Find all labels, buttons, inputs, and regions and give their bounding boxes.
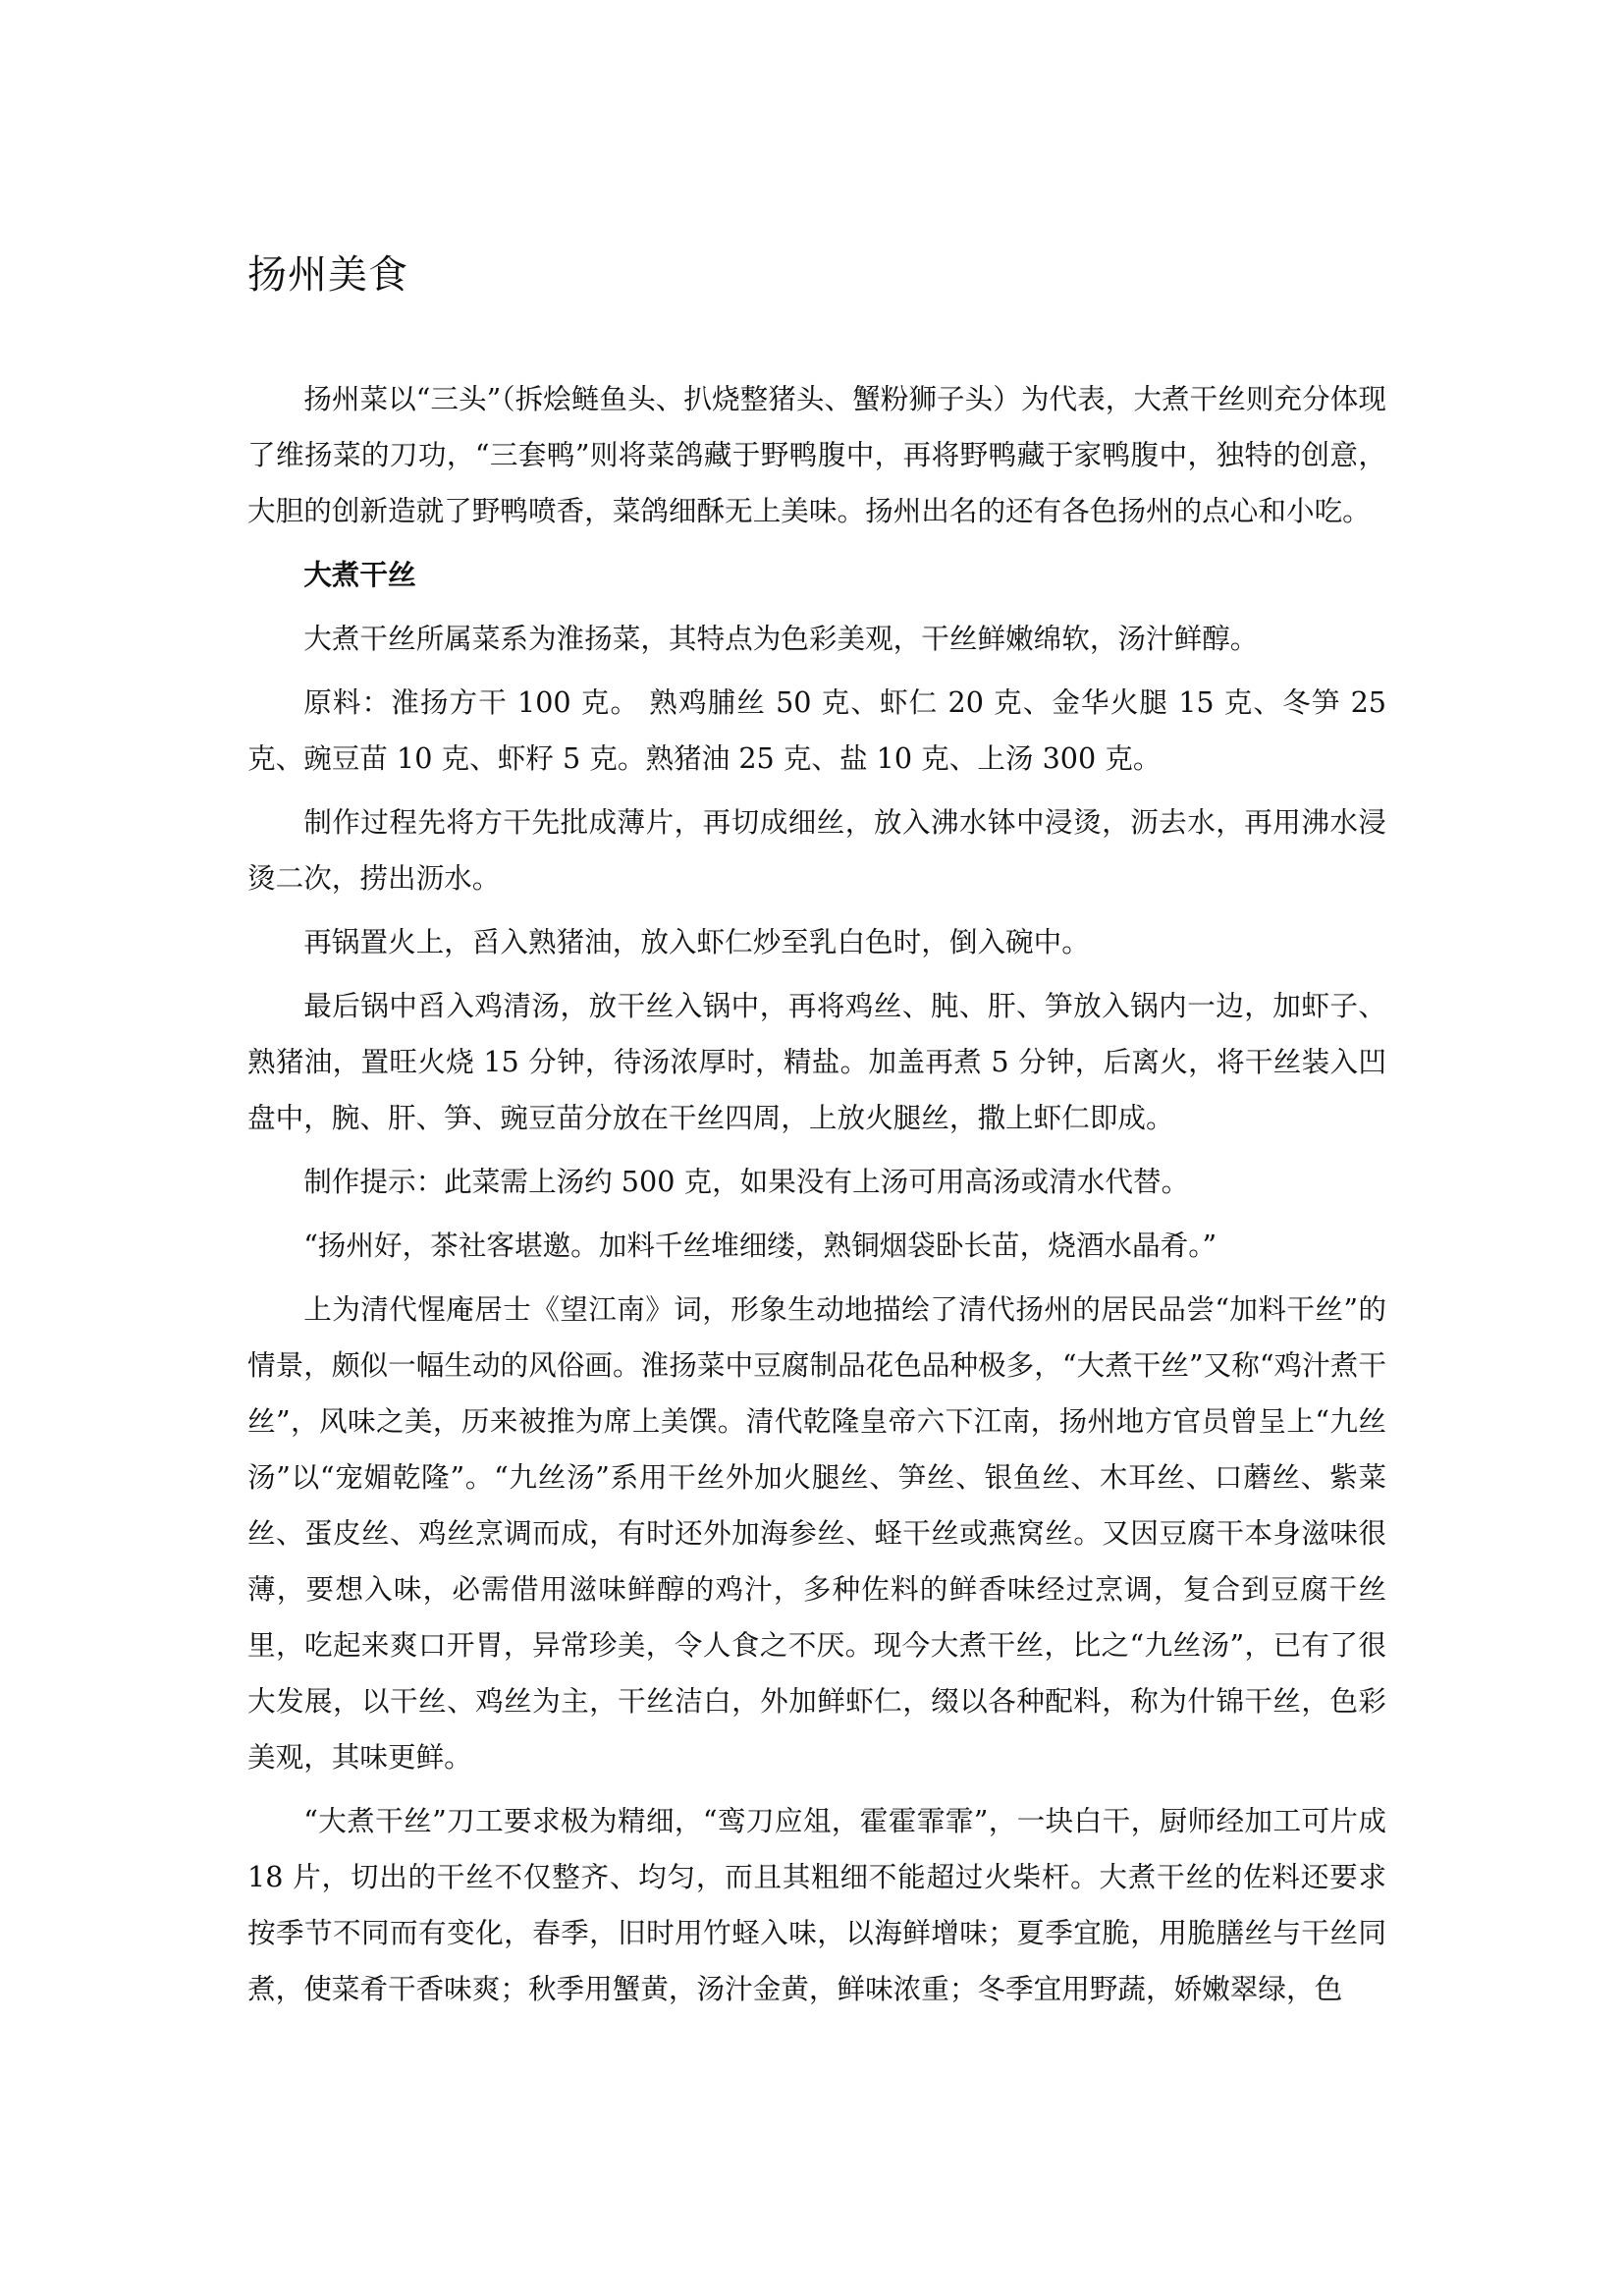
poem-quote: “扬州好，茶社客堪邀。加料千丝堆细缕，熟铜烟袋卧长苗，烧酒水晶肴。” (303, 1229, 1217, 1262)
ingredients-paragraph: 原料：淮扬方干 100 克。 熟鸡脯丝 50 克、虾仁 20 克、金华火腿 15 克、冬笋 25 克、豌豆苗 10 克、虾籽 5 克。熟猪油 25 克、盐 10 克、上汤 300 克。 (247, 685, 1386, 775)
body-paragraph: 再锅置火上，舀入熟猪油，放入虾仁炒至乳白色时，倒入碗中。 (303, 925, 1090, 958)
body-paragraph: 大煮干丝所属菜系为淮扬菜，其特点为色彩美观，干丝鲜嫩绵软，汤汁鲜醇。 (303, 622, 1259, 655)
intro-paragraph: 扬州菜以“三头”（拆烩鲢鱼头、扒烧整猪头、蟹粉狮子头）为代表，大煮干丝则充分体现了维扬菜的刀功，“三套鸭”则将菜鸽藏于野鸭腹中，再将野鸭藏于家鸭腹中，独特的创意，大胆的创新造就了野鸭喷香，菜鸽细酥无上美味。扬州出名的还有各色扬州的点心和小吃。 (247, 382, 1386, 527)
section-title: 大煮干丝 (303, 558, 416, 591)
body-paragraph: 最后锅中舀入鸡清汤，放干丝入锅中，再将鸡丝、肫、肝、笋放入锅内一边，加虾子、熟猪油，置旺火烧 15 分钟，待汤浓厚时，精盐。加盖再煮 5 分钟，后离火，将干丝装入凹盘中，腕、肝、笋、豌豆苗分放在干丝四周，上放火腿丝，撒上虾仁即成。 (247, 989, 1386, 1134)
page-title: 扬州美食 (247, 252, 408, 298)
tip-paragraph: 制作提示：此菜需上汤约 500 克，如果没有上汤可用高汤或清水代替。 (303, 1165, 1190, 1198)
body-paragraph: 制作过程先将方干先批成薄片，再切成细丝，放入沸水钵中浸烫，沥去水，再用沸水浸烫二次，捞出沥水。 (247, 805, 1386, 895)
body-paragraph: “大煮干丝”刀工要求极为精细，“鸾刀应俎，霍霍霏霏”，一块白干，厨师经加工可片成 18 片，切出的干丝不仅整齐、均匀，而且其粗细不能超过火柴杆。大煮干丝的佐料还要求按季节不同而有变化，春季，旧时用竹蛏入味，以海鲜增味；夏季宜脆，用脆膳丝与干丝同煮，使菜肴干香味爽；秋季用蟹黄，汤汁金黄，鲜味浓重；冬季宜用野蔬，娇嫩翠绿，色 (247, 1804, 1386, 2005)
document-page (247, 247, 1386, 2025)
body-paragraph: 上为清代惺庵居士《望江南》词，形象生动地描绘了清代扬州的居民品尝“加料干丝”的情景，颇似一幅生动的风俗画。淮扬菜中豆腐制品花色品种极多，“大煮干丝”又称“鸡汁煮干丝”，风味之美，历来被推为席上美馔。清代乾隆皇帝六下江南，扬州地方官员曾呈上“九丝汤”以“宠媚乾隆”。“九丝汤”系用干丝外加火腿丝、笋丝、银鱼丝、木耳丝、口蘑丝、紫菜丝、蛋皮丝、鸡丝烹调而成，有时还外加海参丝、蛏干丝或燕窝丝。又因豆腐干本身滋味很薄，要想入味，必需借用滋味鲜醇的鸡汁，多种佐料的鲜香味经过烹调，复合到豆腐干丝里，吃起来爽口开胃，异常珍美，令人食之不厌。现今大煮干丝，比之“九丝汤”，已有了很大发展，以干丝、鸡丝为主，干丝洁白，外加鲜虾仁，缀以各种配料，称为什锦干丝，色彩美观，其味更鲜。 (247, 1292, 1386, 1774)
